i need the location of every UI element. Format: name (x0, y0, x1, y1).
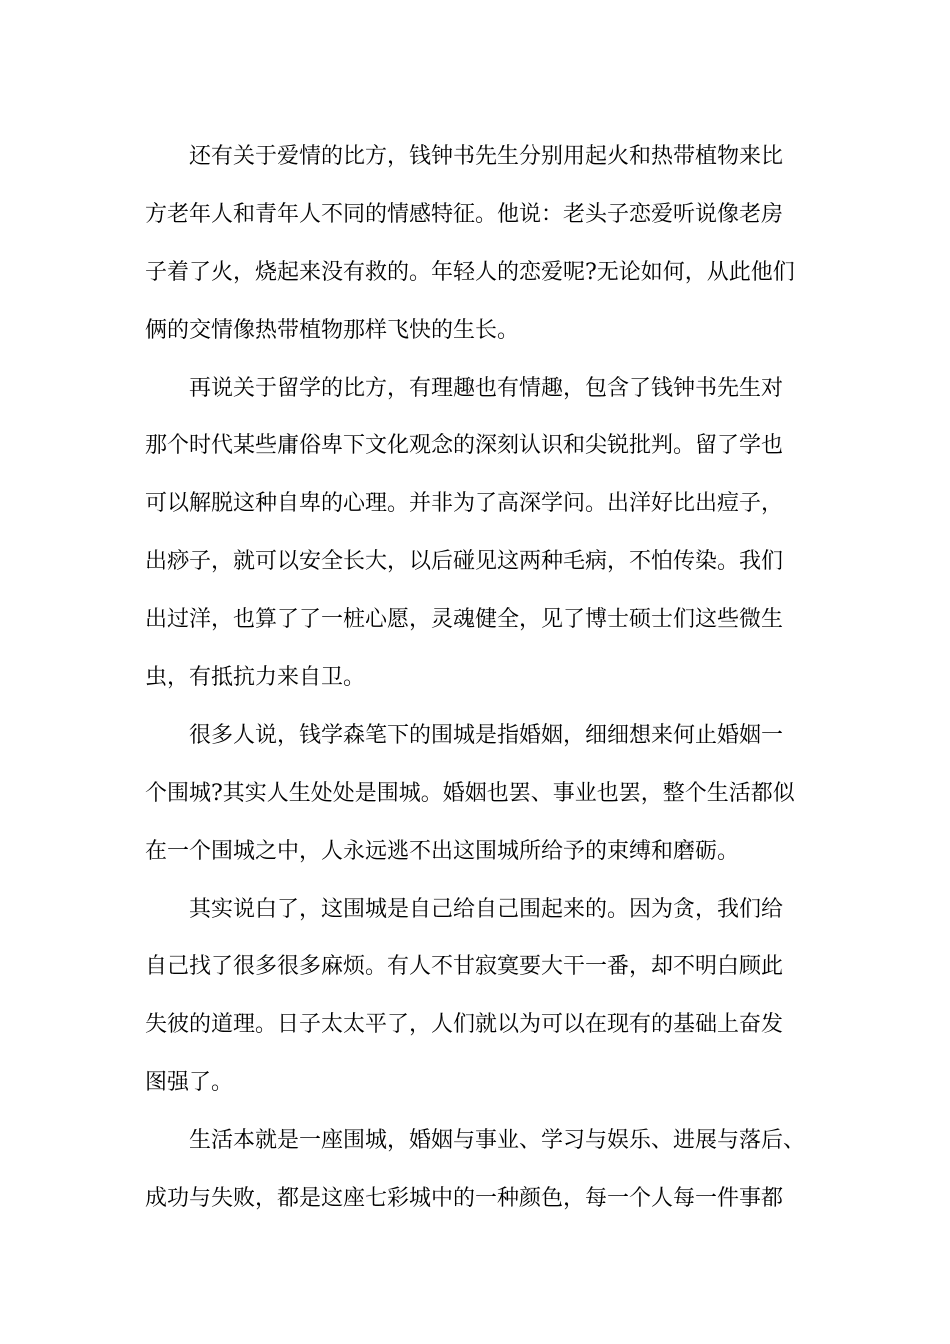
body-text (145, 128, 825, 1228)
paragraph-3 (145, 707, 825, 881)
text-line: 出过洋，也算了了一桩心愿，灵魂健全，见了博士硕士们这些微生 (145, 607, 784, 633)
text-line: 在一个围城之中，人永远逃不出这围城所给予的束缚和磨砺。 (145, 838, 740, 864)
text-line: 虫，有抵抗力来自卫。 (145, 665, 366, 691)
text-line: 其实说白了，这围城是自己给自己围起来的。因为贪，我们给 (189, 896, 784, 922)
text-line: 很多人说，钱学森笔下的围城是指婚姻，细细想来何止婚姻一 (189, 722, 784, 748)
text-line: 俩的交情像热带植物那样飞快的生长。 (145, 317, 520, 343)
text-line: 生活本就是一座围城，婚姻与事业、学习与娱乐、进展与落后、 (189, 1128, 806, 1154)
paragraph-1 (145, 128, 825, 360)
text-line: 子着了火，烧起来没有救的。年轻人的恋爱呢?无论如何，从此他们 (145, 259, 795, 285)
paragraph-5 (145, 1112, 825, 1228)
text-line: 那个时代某些庸俗卑下文化观念的深刻认识和尖锐批判。留了学也 (145, 433, 784, 459)
paragraph-2 (145, 360, 825, 707)
text-line: 可以解脱这种自卑的心理。并非为了高深学问。出洋好比出痘子， (145, 491, 784, 517)
text-line: 再说关于留学的比方，有理趣也有情趣，包含了钱钟书先生对 (189, 375, 784, 401)
text-line: 图强了。 (145, 1070, 234, 1096)
text-line: 还有关于爱情的比方，钱钟书先生分别用起火和热带植物来比 (189, 144, 784, 169)
text-line: 个围城?其实人生处处是围城。婚姻也罢、事业也罢，整个生活都似 (145, 780, 795, 806)
text-line: 方老年人和青年人不同的情感特征。他说：老头子恋爱听说像老房 (145, 201, 784, 227)
text-line: 自己找了很多很多麻烦。有人不甘寂寞要大干一番，却不明白顾此 (145, 954, 784, 980)
paragraph-4 (145, 881, 825, 1113)
text-line: 成功与失败，都是这座七彩城中的一种颜色，每一个人每一件事都 (145, 1186, 784, 1212)
text-line: 失彼的道理。日子太太平了，人们就以为可以在现有的基础上奋发 (145, 1012, 784, 1038)
text-line: 出痧子，就可以安全长大，以后碰见这两种毛病，不怕传染。我们 (145, 549, 784, 575)
